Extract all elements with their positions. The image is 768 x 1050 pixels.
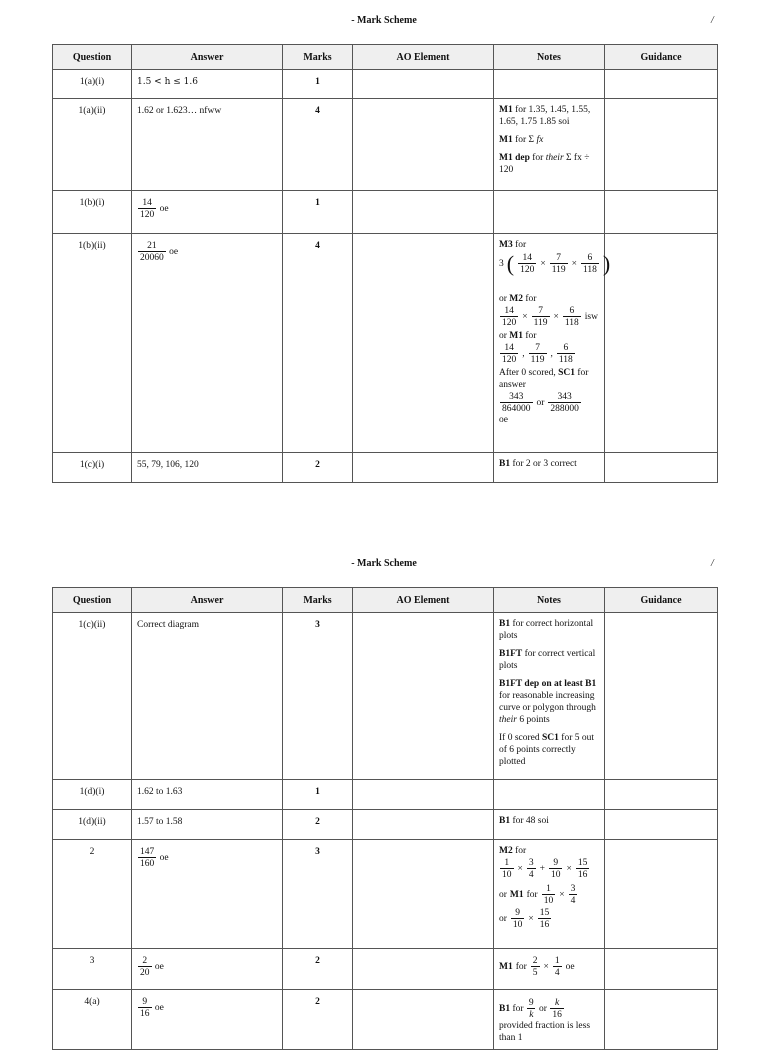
denominator: 120	[520, 265, 535, 275]
fraction	[581, 253, 599, 275]
table-row	[53, 70, 718, 99]
table-row	[53, 99, 718, 191]
times-sign: ×	[553, 312, 559, 322]
numerator: 3	[528, 858, 534, 868]
note-expression	[499, 998, 600, 1044]
denominator: 118	[582, 265, 597, 275]
numerator: 14	[142, 198, 152, 208]
note-text: or	[539, 1004, 547, 1015]
note-line	[499, 330, 600, 342]
note-expression	[499, 956, 600, 978]
ao-cell	[353, 810, 494, 840]
answer-fraction	[138, 198, 156, 220]
answer-fraction	[138, 241, 166, 263]
mark-code: M1	[509, 331, 524, 341]
question-cell: 1(a)(i)	[53, 70, 132, 99]
note-text: for	[526, 890, 538, 900]
note-italic: their	[499, 715, 517, 725]
comma: ,	[522, 349, 525, 359]
note-text: for Σ	[512, 135, 537, 145]
fraction	[527, 998, 536, 1020]
fraction	[527, 858, 536, 880]
note-line	[499, 152, 600, 176]
note-line	[499, 104, 600, 128]
numerator: 21	[147, 241, 157, 251]
question-cell: 1(c)(i)	[53, 453, 132, 483]
table-row	[53, 840, 718, 949]
header-title: - Mark Scheme	[351, 15, 417, 26]
header-title: - Mark Scheme	[351, 558, 417, 569]
fraction	[569, 884, 578, 906]
question-cell: 1(d)(ii)	[53, 810, 132, 840]
guidance-cell	[605, 613, 718, 780]
marks-cell: 2	[283, 949, 353, 990]
comma: ,	[550, 349, 553, 359]
note-text: for 48 soi	[510, 816, 549, 826]
mark-code: M2	[499, 846, 513, 856]
ao-cell	[353, 840, 494, 949]
numerator: 343	[509, 392, 524, 402]
times-sign: ×	[543, 962, 549, 972]
denominator: 120	[502, 318, 517, 328]
table-row	[53, 780, 718, 810]
fraction	[529, 343, 547, 365]
answer-cell	[132, 191, 283, 234]
numerator: 6	[569, 306, 575, 316]
col-ao-element: AO Element	[353, 588, 494, 613]
oe-label: oe	[565, 962, 575, 972]
table-header-row	[53, 45, 718, 70]
answer-cell: 55, 79, 106, 120	[132, 453, 283, 483]
note-text: for 2 or 3 correct	[510, 459, 577, 469]
note-text: provided fraction is less than 1	[499, 1021, 591, 1043]
times-sign: ×	[566, 864, 572, 874]
numerator: 9	[528, 998, 534, 1008]
oe-label: oe	[154, 1003, 164, 1014]
fraction	[548, 392, 581, 414]
notes-cell	[494, 99, 605, 191]
note-text: for	[523, 331, 537, 341]
question-cell: 2	[53, 840, 132, 949]
col-marks: Marks	[283, 45, 353, 70]
oe-label: oe	[154, 962, 164, 973]
table-row	[53, 191, 718, 234]
guidance-cell	[605, 810, 718, 840]
marks-cell: 2	[283, 810, 353, 840]
times-sign: ×	[528, 914, 534, 924]
note-text: for	[529, 153, 546, 163]
guidance-cell	[605, 99, 718, 191]
numerator: 15	[577, 858, 588, 868]
note-text: for	[510, 1004, 524, 1015]
mark-code: M1 dep	[499, 153, 530, 163]
marks-cell: 2	[283, 453, 353, 483]
ao-cell	[353, 613, 494, 780]
question-cell: 1(b)(i)	[53, 191, 132, 234]
table-header-row	[53, 588, 718, 613]
note-italic: fx	[536, 135, 544, 145]
marks-cell: 2	[283, 990, 353, 1050]
note-line	[499, 134, 600, 146]
notes-cell	[494, 949, 605, 990]
col-answer: Answer	[132, 588, 283, 613]
marks-cell: 1	[283, 780, 353, 810]
denominator: 20	[140, 968, 150, 978]
answer-cell: 1.62 to 1.63	[132, 780, 283, 810]
note-line	[499, 678, 600, 726]
answer-text: 1.5 < h ≤ 1.6	[137, 77, 198, 87]
times-sign: ×	[559, 890, 565, 900]
mark-code: M2	[509, 294, 524, 304]
denominator: 864000	[502, 404, 531, 414]
mark-code: M1	[499, 105, 513, 115]
fraction	[531, 956, 540, 978]
fraction	[550, 253, 568, 275]
denominator: 120	[140, 210, 155, 220]
times-sign: ×	[540, 259, 546, 269]
denominator: 118	[564, 318, 579, 328]
denominator: 119	[530, 355, 545, 365]
numerator: 9	[553, 858, 559, 868]
notes-cell	[494, 453, 605, 483]
fraction	[549, 858, 563, 880]
fraction	[550, 998, 564, 1020]
denominator: 10	[502, 870, 512, 880]
header-slash: /	[711, 15, 714, 26]
note-line	[499, 293, 600, 305]
denominator: 118	[558, 355, 573, 365]
note-text: for	[512, 846, 527, 856]
numerator: 6	[563, 343, 569, 353]
note-line	[499, 732, 600, 768]
fraction	[557, 343, 575, 365]
numerator: 15	[539, 908, 550, 918]
fraction	[500, 306, 518, 328]
note-line	[499, 845, 600, 857]
table-row	[53, 453, 718, 483]
denominator: 20060	[140, 253, 164, 263]
note-line	[499, 648, 600, 672]
paren-close: )	[602, 251, 611, 276]
marks-cell: 3	[283, 613, 353, 780]
numerator: 343	[557, 392, 572, 402]
note-text: If 0 scored	[499, 733, 542, 743]
times-sign: ×	[522, 312, 528, 322]
marks-cell: 4	[283, 234, 353, 453]
answer-cell: 1.57 to 1.58	[132, 810, 283, 840]
answer-cell	[132, 70, 283, 99]
numerator: 14	[504, 306, 514, 316]
ao-cell	[353, 99, 494, 191]
col-ao-element: AO Element	[353, 45, 494, 70]
table-row	[53, 810, 718, 840]
table-row	[53, 613, 718, 780]
denominator: 16	[577, 870, 588, 880]
col-marks: Marks	[283, 588, 353, 613]
ao-cell	[353, 70, 494, 99]
denominator: 16	[140, 1009, 150, 1019]
fraction	[563, 306, 581, 328]
answer-fraction	[138, 997, 152, 1019]
table-row	[53, 990, 718, 1050]
col-notes: Notes	[494, 45, 605, 70]
isw-label: isw	[584, 312, 598, 322]
note-expression	[499, 251, 611, 276]
mark-code: B1FT	[499, 649, 523, 659]
mark-code: M1	[499, 135, 513, 145]
notes-cell	[494, 70, 605, 99]
mark-code: SC1	[542, 733, 559, 743]
answer-fraction	[138, 847, 156, 869]
page-header-1	[0, 15, 768, 31]
oe-label: oe	[169, 247, 179, 258]
mark-code: M1	[499, 962, 513, 972]
numerator: 1	[554, 956, 560, 966]
denominator: 119	[533, 318, 548, 328]
ao-cell	[353, 949, 494, 990]
denominator: 16	[539, 920, 550, 930]
note-text: for	[523, 294, 537, 304]
answer-cell	[132, 234, 283, 453]
fraction	[511, 908, 525, 930]
denominator: 4	[554, 968, 560, 978]
numerator: 1	[546, 884, 551, 894]
numerator: 147	[140, 847, 155, 857]
question-cell: 3	[53, 949, 132, 990]
answer-cell	[132, 990, 283, 1050]
table-row	[53, 949, 718, 990]
header-slash: /	[711, 558, 714, 569]
fraction	[500, 343, 518, 365]
note-expression	[499, 306, 600, 328]
numerator: 7	[538, 306, 543, 316]
plus-sign: +	[539, 864, 545, 874]
guidance-cell	[605, 780, 718, 810]
fraction	[500, 392, 533, 414]
note-italic: their	[545, 153, 564, 163]
denominator: 5	[532, 968, 538, 978]
numerator: 7	[556, 253, 562, 263]
ao-cell	[353, 990, 494, 1050]
note-text: for correct horizontal plots	[499, 619, 594, 641]
question-cell: 1(a)(ii)	[53, 99, 132, 191]
mark-code: B1	[499, 1004, 511, 1015]
note-expression	[499, 884, 600, 906]
mark-code: B1	[499, 619, 511, 629]
guidance-cell	[605, 70, 718, 99]
numerator: 9	[515, 908, 521, 918]
notes-cell	[494, 780, 605, 810]
guidance-cell	[605, 453, 718, 483]
numerator: 14	[504, 343, 514, 353]
times-sign: ×	[517, 864, 523, 874]
numerator: 3	[570, 884, 576, 894]
denominator: 4	[528, 870, 534, 880]
ao-cell	[353, 780, 494, 810]
notes-cell	[494, 840, 605, 949]
guidance-cell	[602, 234, 718, 453]
guidance-cell	[605, 949, 718, 990]
note-text: Σ fx ÷ 120	[499, 153, 590, 175]
answer-cell	[132, 840, 283, 949]
fraction	[532, 306, 550, 328]
note-expression	[499, 392, 600, 414]
mark-code: B1FT dep on at least B1	[499, 679, 597, 689]
note-text: or	[499, 890, 507, 900]
oe-label: oe	[159, 204, 169, 215]
answer-fraction	[138, 956, 152, 978]
note-line	[499, 618, 600, 642]
note-expression	[499, 858, 600, 880]
answer-cell: Correct diagram	[132, 613, 283, 780]
numerator: 2	[142, 956, 148, 966]
denominator: 10	[550, 870, 561, 880]
ao-cell	[353, 453, 494, 483]
mark-code: M1	[509, 890, 524, 900]
note-text: or	[499, 914, 507, 924]
fraction	[576, 858, 590, 880]
note-line	[499, 239, 600, 251]
fraction	[518, 253, 536, 275]
notes-cell	[494, 613, 605, 780]
col-question: Question	[53, 45, 132, 70]
denominator: 160	[140, 859, 155, 869]
marks-cell: 4	[283, 99, 353, 191]
denominator: 10	[543, 896, 554, 906]
numerator: 14	[522, 253, 532, 263]
note-text: for	[515, 962, 527, 972]
numerator: 6	[587, 253, 593, 263]
guidance-cell	[605, 191, 718, 234]
question-cell: 4(a)	[53, 990, 132, 1050]
ao-cell	[353, 234, 494, 453]
fraction	[553, 956, 562, 978]
note-text: or	[499, 294, 510, 304]
notes-cell	[494, 810, 605, 840]
question-cell: 1(d)(i)	[53, 780, 132, 810]
answer-cell: 1.62 or 1.623… nfww	[132, 99, 283, 191]
oe-label: oe	[499, 415, 508, 425]
note-text: for answer	[499, 368, 589, 390]
col-notes: Notes	[494, 588, 605, 613]
answer-cell	[132, 949, 283, 990]
notes-cell	[494, 234, 611, 453]
oe-label: oe	[159, 853, 169, 864]
mark-scheme-table-1	[52, 44, 718, 483]
note-expression	[499, 343, 600, 365]
note-expression	[499, 908, 600, 930]
numerator: 9	[142, 997, 148, 1007]
note-text: for correct vertical plots	[499, 649, 596, 671]
denominator: 120	[502, 355, 517, 365]
marks-cell: 1	[283, 70, 353, 99]
mark-code: M3	[499, 240, 513, 250]
note-text: for reasonable increasing curve or polygon through	[499, 691, 596, 713]
mark-code: B1	[499, 816, 511, 826]
times-sign: ×	[571, 259, 577, 269]
mark-code: SC1	[558, 368, 575, 378]
fraction	[538, 908, 552, 930]
guidance-cell	[605, 990, 718, 1050]
notes-cell	[494, 990, 605, 1050]
fraction	[542, 884, 556, 906]
col-answer: Answer	[132, 45, 283, 70]
denominator: 10	[512, 920, 523, 930]
mark-code: B1	[499, 459, 511, 469]
ao-cell	[353, 191, 494, 234]
note-text: 6 points	[516, 715, 550, 725]
col-question: Question	[53, 588, 132, 613]
note-text: for 5 out of 6 points correctly plotted	[499, 733, 594, 767]
col-guidance: Guidance	[605, 45, 718, 70]
note-line	[499, 367, 600, 391]
mark-scheme-table-2	[52, 587, 718, 1050]
denominator: 119	[551, 265, 566, 275]
denominator: 16	[552, 1010, 562, 1020]
notes-cell	[494, 191, 605, 234]
numerator: 2	[532, 956, 538, 966]
note-text: or	[536, 398, 545, 408]
question-cell: 1(c)(ii)	[53, 613, 132, 780]
paren-open: (	[506, 251, 515, 276]
denominator: 288000	[550, 404, 579, 414]
col-guidance: Guidance	[605, 588, 718, 613]
note-text: or	[499, 331, 510, 341]
numerator: 1	[504, 858, 510, 868]
numerator: 7	[535, 343, 540, 353]
page-header-2	[0, 558, 768, 574]
numerator: k	[554, 998, 560, 1008]
denominator: k	[529, 1010, 534, 1020]
question-cell: 1(b)(ii)	[53, 234, 132, 453]
coefficient: 3	[499, 259, 504, 269]
note-text: After 0 scored,	[499, 368, 559, 378]
fraction	[500, 858, 514, 880]
table-row	[53, 234, 718, 453]
marks-cell: 3	[283, 840, 353, 949]
marks-cell: 1	[283, 191, 353, 234]
denominator: 4	[570, 896, 576, 906]
note-text: for	[512, 240, 527, 250]
guidance-cell	[605, 840, 718, 949]
note-text: for 1.35, 1.45, 1.55, 1.65, 1.75 1.85 soi	[499, 105, 591, 127]
